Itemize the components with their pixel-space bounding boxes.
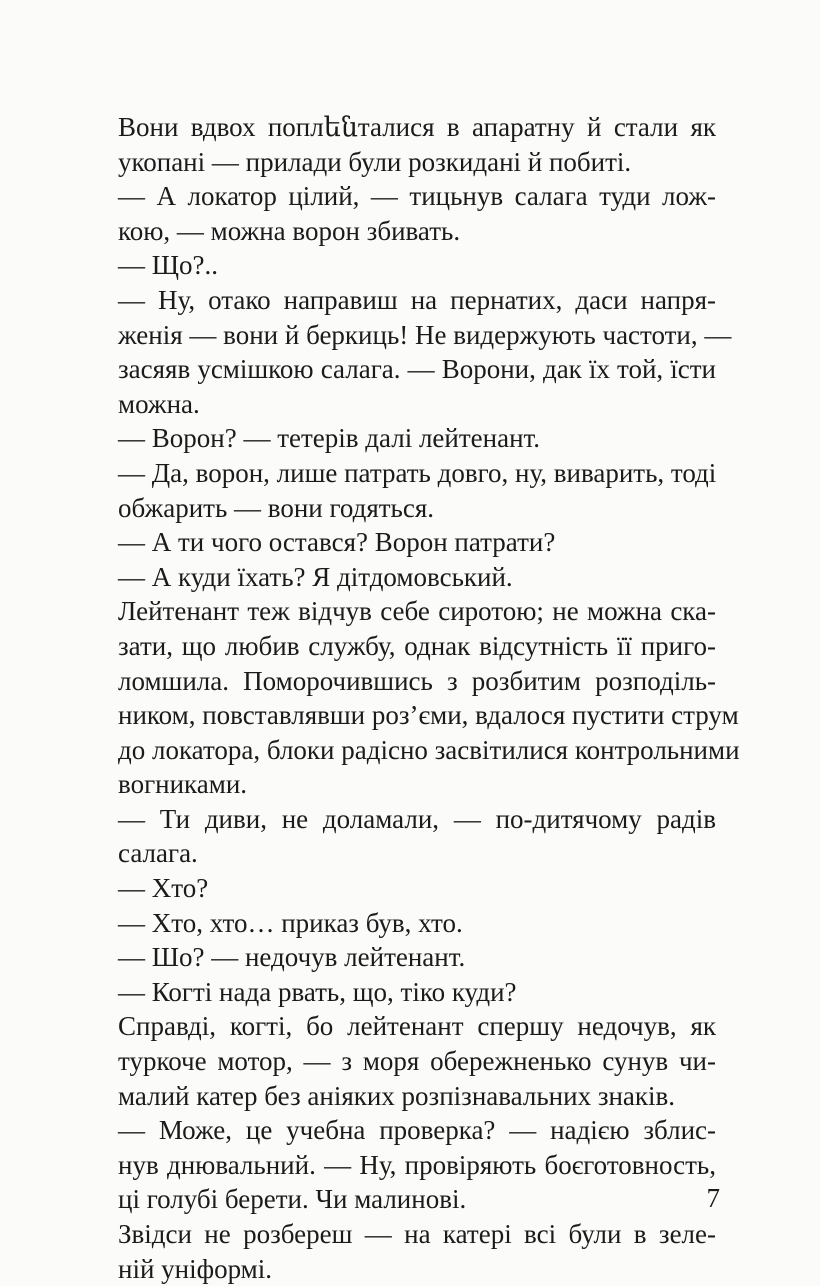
text-line: малий катер без аніяких розпізнавальних знаків. [118, 1080, 676, 1111]
text-line: — Хто? [118, 873, 209, 904]
text-line: — Може, це учебна проверка? — надією зблис- [118, 1115, 716, 1146]
text-line: укопані — прилади були розкидані й побиті. [118, 146, 632, 177]
text-line: до локатора, блоки радісно засвітилися контрольними [118, 734, 740, 765]
text-line: — Що?.. [118, 250, 218, 281]
text-line: женія — вони й беркиць! Не видержують частоти, — [118, 319, 732, 350]
text-line: кою, — можна ворон збивать. [118, 215, 461, 246]
text-line: зати, що любив службу, однак відсутність її приго- [118, 630, 716, 661]
text-line: Вони вдвох поплենталися в апаратну й стали як [118, 112, 716, 142]
text-line: ломшила. Поморочившись з розбитим розподіль- [118, 665, 716, 696]
text-line: салага. [118, 838, 198, 869]
text-line: Лейтенант теж відчув себе сиротою; не можна ска- [118, 596, 716, 627]
text-line: нув днювальний. — Ну, провіряють боєготовность, [118, 1149, 716, 1180]
text-line: туркоче мотор, — з моря обережненько сунув чи- [118, 1046, 716, 1077]
text-line: — Шо? — недочув лейтенант. [118, 942, 466, 973]
text-line: — А локатор цілий, — тицьнув салага туди лож- [118, 181, 716, 212]
text-line: — Да, ворон, лише патрать довго, ну, виварить, тоді [118, 457, 717, 488]
body-text [118, 110, 740, 1286]
text-line: обжарить — вони годяться. [118, 492, 435, 523]
text-line: — А куди їхать? Я дітдомовський. [118, 561, 513, 592]
text-line: — А ти чого остався? Ворон патрати? [118, 527, 556, 558]
text-line: — Ну, отако направиш на пернатих, даси напря- [118, 284, 716, 315]
text-line: засяяв усмішкою салага. — Ворони, дак їх той, їсти [118, 354, 716, 385]
text-line: можна. [118, 388, 200, 419]
text-line: ній уніформі. [118, 1253, 273, 1284]
text-line: ці голубі берети. Чи малинові. [118, 1184, 467, 1215]
text-line: — Ти диви, не доламали, — по-дитячому радів [118, 803, 716, 834]
text-line: — Хто, хто… приказ був, хто. [118, 907, 463, 938]
text-line: — Когті нада рвать, що, тіко куди? [118, 976, 517, 1007]
text-line: Звідси не розбереш — на катері всі були в зеле- [118, 1219, 716, 1249]
text-line: ником, повставлявши роз’єми, вдалося пустити струм [118, 700, 739, 731]
text-line: Справді, когті, бо лейтенант спершу недочув, як [118, 1011, 716, 1042]
page-number: 7 [706, 1183, 720, 1213]
text-line: — Ворон? — тетерів далі лейтенант. [118, 423, 541, 454]
text-line: вогниками. [118, 769, 248, 800]
